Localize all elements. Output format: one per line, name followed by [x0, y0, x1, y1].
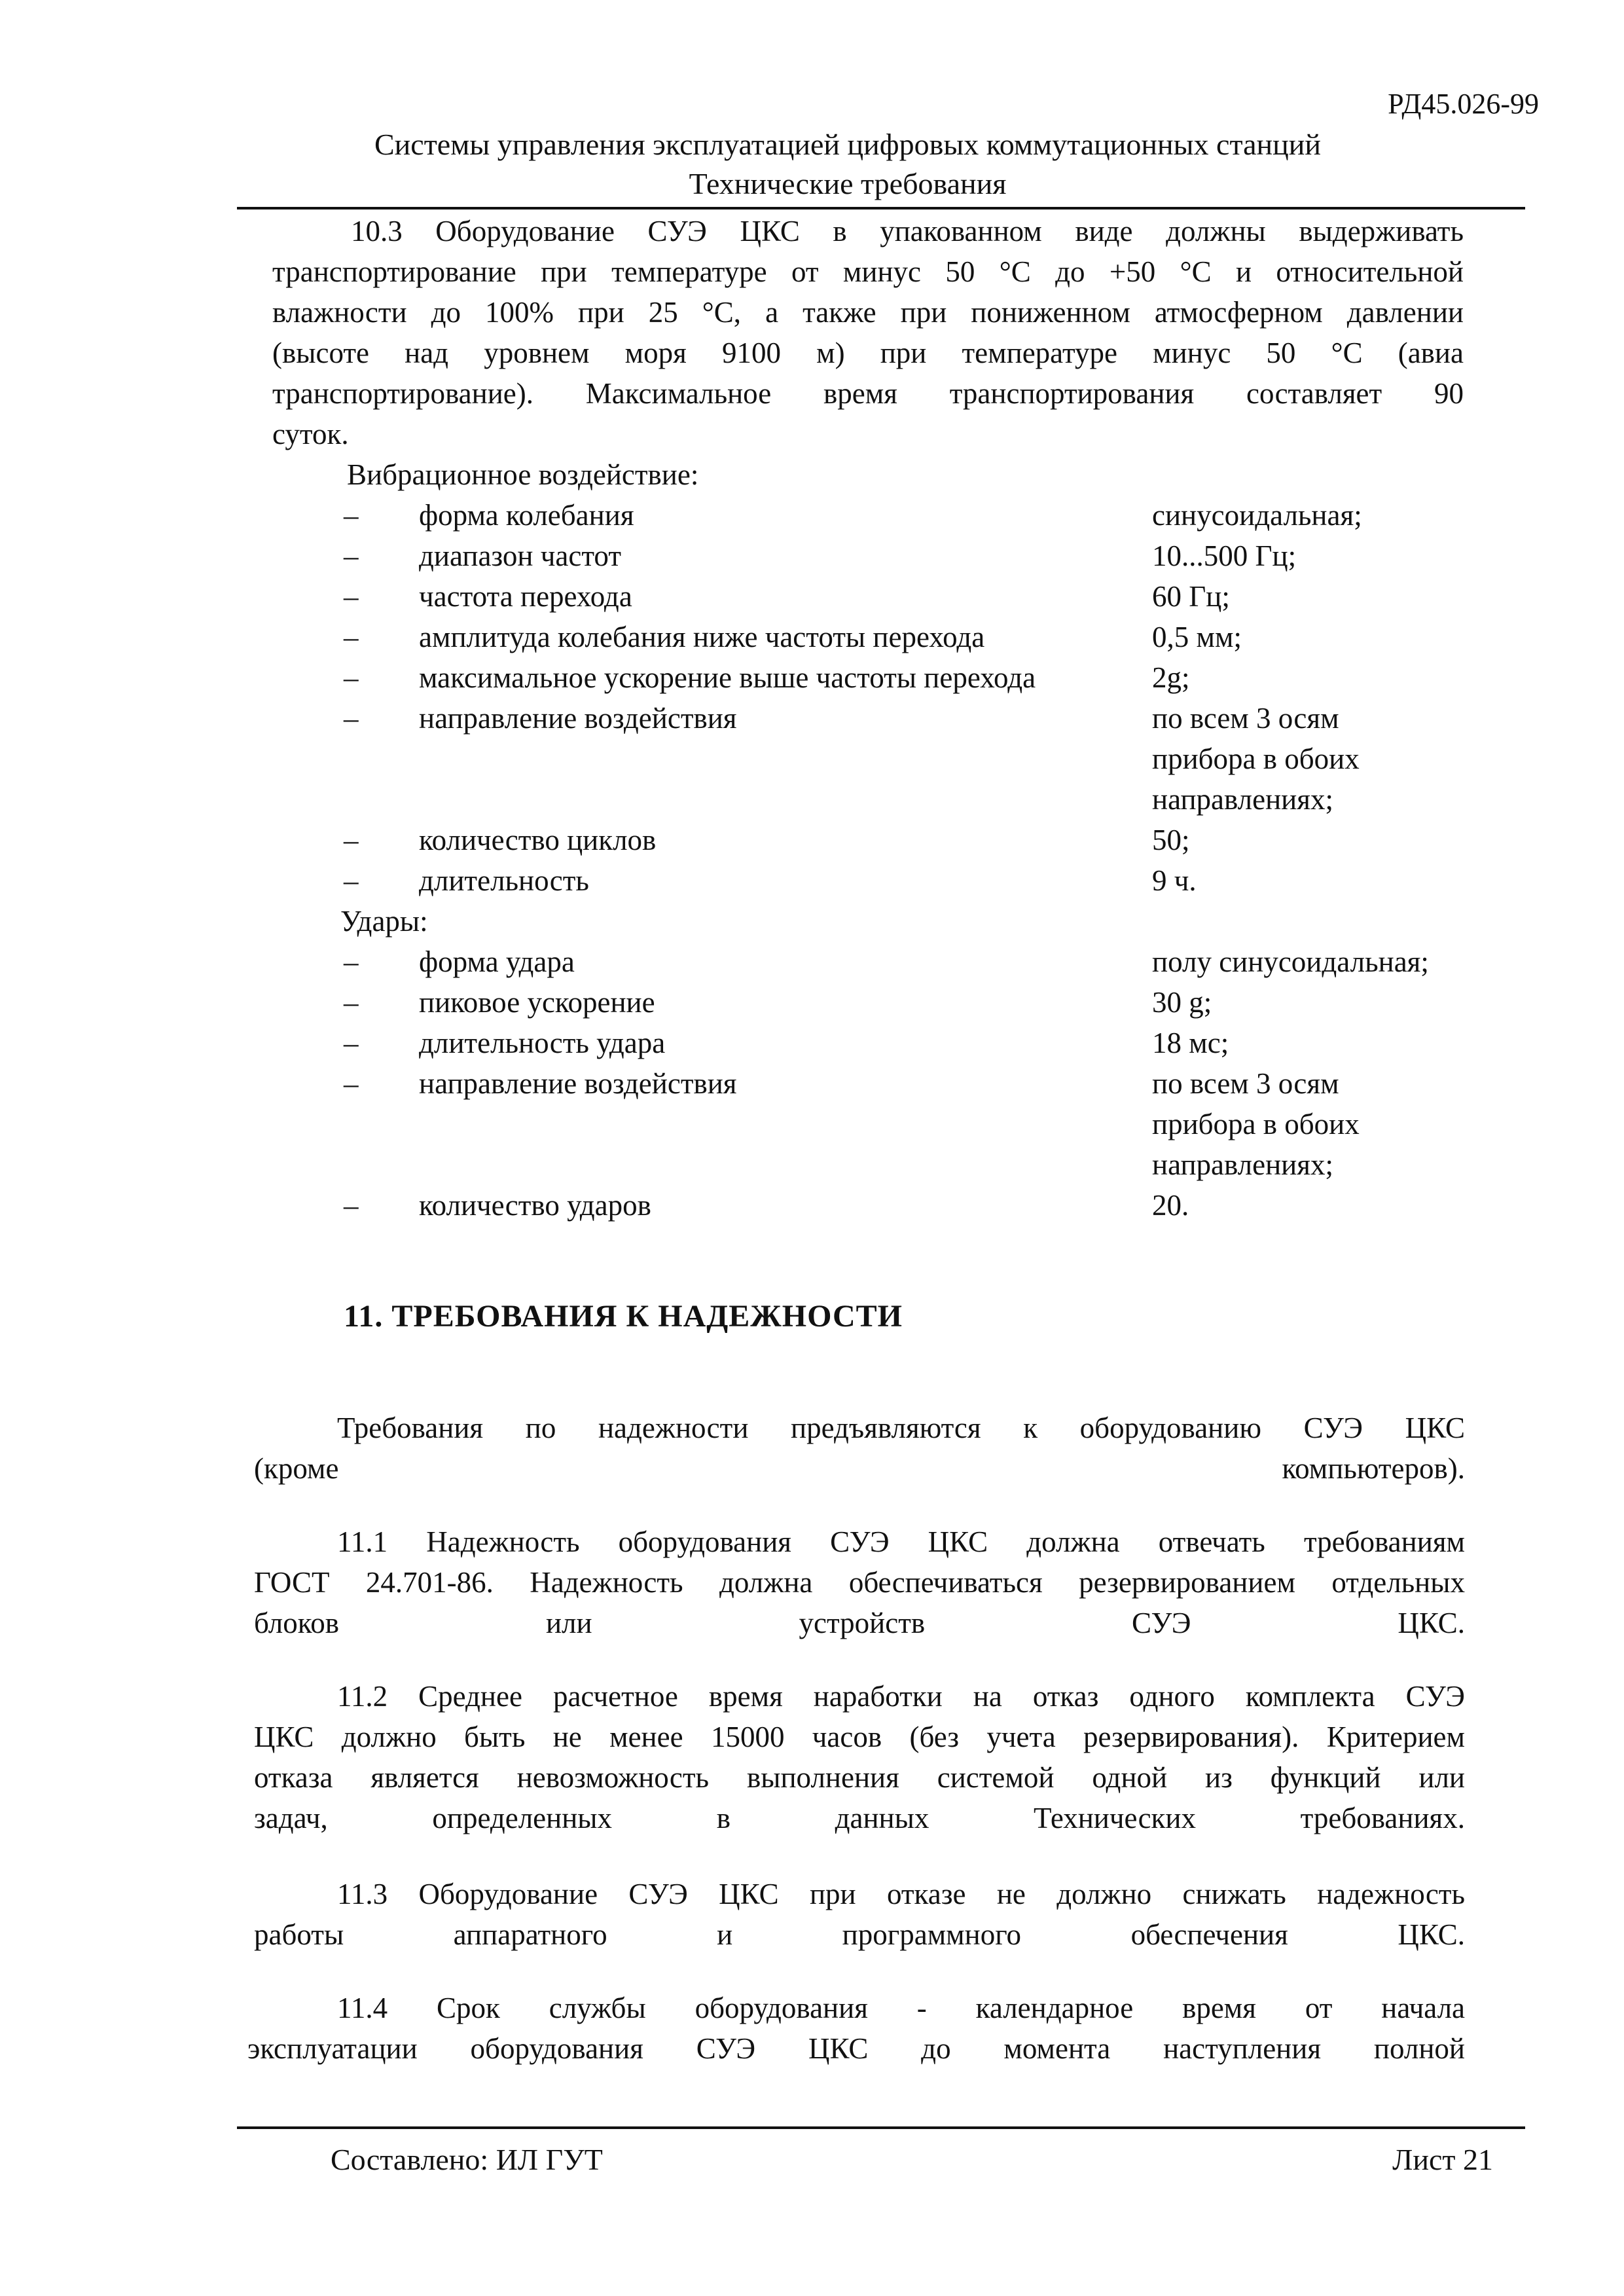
- item-label: частота перехода: [419, 580, 632, 613]
- list-dash: –: [344, 824, 359, 856]
- item-value: направлениях;: [1152, 783, 1333, 816]
- item-label: направление воздействия: [419, 702, 737, 735]
- item-label: максимальное ускорение выше частоты перехода: [419, 661, 1036, 694]
- paragraph-10-3: [272, 211, 1464, 454]
- text-line: влажности до 100% при 25 °С, а также при пониженном атмосферном давлении: [272, 296, 1464, 329]
- item-label: направление воздействия: [419, 1067, 737, 1100]
- text-line: 11.3 Оборудование СУЭ ЦКС при отказе не должно снижать надежность: [337, 1878, 1465, 1910]
- text-line: задач, определенных в данных Технических требованиях.: [254, 1802, 1465, 1834]
- text-line: работы аппаратного и программного обеспечения ЦКС.: [254, 1918, 1465, 1951]
- list-dash: –: [344, 945, 359, 978]
- item-label: форма колебания: [419, 499, 634, 532]
- item-label: количество ударов: [419, 1189, 651, 1222]
- item-value: по всем 3 осям: [1152, 1067, 1339, 1100]
- list-dash: –: [344, 621, 359, 653]
- item-value: полу синусоидальная;: [1152, 945, 1429, 978]
- item-label: количество циклов: [419, 824, 657, 856]
- header-divider: [237, 207, 1525, 210]
- text-line: транспортирование при температуре от минус 50 °С до +50 °С и относительной: [272, 255, 1464, 288]
- text-line: 11.1 Надежность оборудования СУЭ ЦКС должна отвечать требованиям: [337, 1525, 1465, 1558]
- document-code: РД45.026-99: [1388, 88, 1539, 120]
- item-value: 2g;: [1152, 661, 1190, 694]
- list-dash: –: [344, 1189, 359, 1222]
- text-line: эксплуатации оборудования СУЭ ЦКС до момента наступления полной: [247, 2032, 1465, 2065]
- list-dash: –: [344, 1027, 359, 1059]
- text-line: (кроме компьютеров).: [254, 1452, 1465, 1485]
- paragraph-11-1: [254, 1522, 1465, 1643]
- text-line: отказа является невозможность выполнения системой одной из функций или: [254, 1761, 1465, 1794]
- paragraph-11-intro: [254, 1408, 1465, 1489]
- item-value: направлениях;: [1152, 1148, 1333, 1181]
- list-dash: –: [344, 864, 359, 897]
- item-value: 0,5 мм;: [1152, 621, 1242, 653]
- item-value: прибора в обоих: [1152, 1108, 1360, 1140]
- text-line: блоков или устройств СУЭ ЦКС.: [254, 1607, 1465, 1639]
- item-label: амплитуда колебания ниже частоты перехода: [419, 621, 985, 653]
- list-dash: –: [344, 580, 359, 613]
- item-value: 30 g;: [1152, 986, 1212, 1019]
- item-value: 60 Гц;: [1152, 580, 1230, 613]
- footer-divider: [237, 2126, 1525, 2129]
- item-value: 10...500 Гц;: [1152, 539, 1297, 572]
- item-label: длительность удара: [419, 1027, 666, 1059]
- paragraph-11-3: [254, 1874, 1465, 1955]
- list-dash: –: [344, 661, 359, 694]
- item-value: 9 ч.: [1152, 864, 1197, 897]
- text-line: суток.: [272, 418, 349, 450]
- item-value: 20.: [1152, 1189, 1189, 1222]
- list-dash: –: [344, 702, 359, 735]
- text-line: (высоте над уровнем моря 9100 м) при температуре минус 50 °С (авиа: [272, 337, 1464, 369]
- shocks-heading: Удары:: [340, 905, 428, 938]
- item-label: форма удара: [419, 945, 575, 978]
- text-line: Требования по надежности предъявляются к оборудованию СУЭ ЦКС: [337, 1412, 1465, 1444]
- item-label: диапазон частот: [419, 539, 621, 572]
- item-value: 18 мс;: [1152, 1027, 1229, 1059]
- text-line: транспортирование). Максимальное время транспортирования составляет 90: [272, 377, 1464, 410]
- footer-author: Составлено: ИЛ ГУТ: [331, 2143, 603, 2176]
- list-dash: –: [344, 1067, 359, 1100]
- text-line: ЦКС должно быть не менее 15000 часов (без учета резервирования). Критерием: [254, 1721, 1465, 1753]
- header-title: Системы управления эксплуатацией цифровых коммутационных станций: [374, 128, 1321, 161]
- paragraph-11-2: [254, 1676, 1465, 1838]
- text-line: ГОСТ 24.701-86. Надежность должна обеспечиваться резервированием отдельных: [254, 1566, 1465, 1599]
- item-value: прибора в обоих: [1152, 742, 1360, 775]
- section-title: 11. ТРЕБОВАНИЯ К НАДЕЖНОСТИ: [344, 1299, 903, 1334]
- text-line: 10.3 Оборудование СУЭ ЦКС в упакованном виде должны выдерживать: [351, 215, 1464, 247]
- paragraph-11-4: [247, 1988, 1465, 2069]
- list-dash: –: [344, 986, 359, 1019]
- item-label: длительность: [419, 864, 589, 897]
- item-label: пиковое ускорение: [419, 986, 655, 1019]
- list-dash: –: [344, 499, 359, 532]
- vibration-heading: Вибрационное воздействие:: [347, 458, 699, 491]
- text-line: 11.2 Среднее расчетное время наработки на отказ одного комплекта СУЭ: [337, 1680, 1465, 1713]
- item-value: по всем 3 осям: [1152, 702, 1339, 735]
- item-value: синусоидальная;: [1152, 499, 1362, 532]
- header-subtitle: Технические требования: [689, 167, 1007, 200]
- footer-sheet-number: Лист 21: [1392, 2143, 1493, 2176]
- item-value: 50;: [1152, 824, 1190, 856]
- list-dash: –: [344, 539, 359, 572]
- text-line: 11.4 Срок службы оборудования - календарное время от начала: [337, 1992, 1465, 2024]
